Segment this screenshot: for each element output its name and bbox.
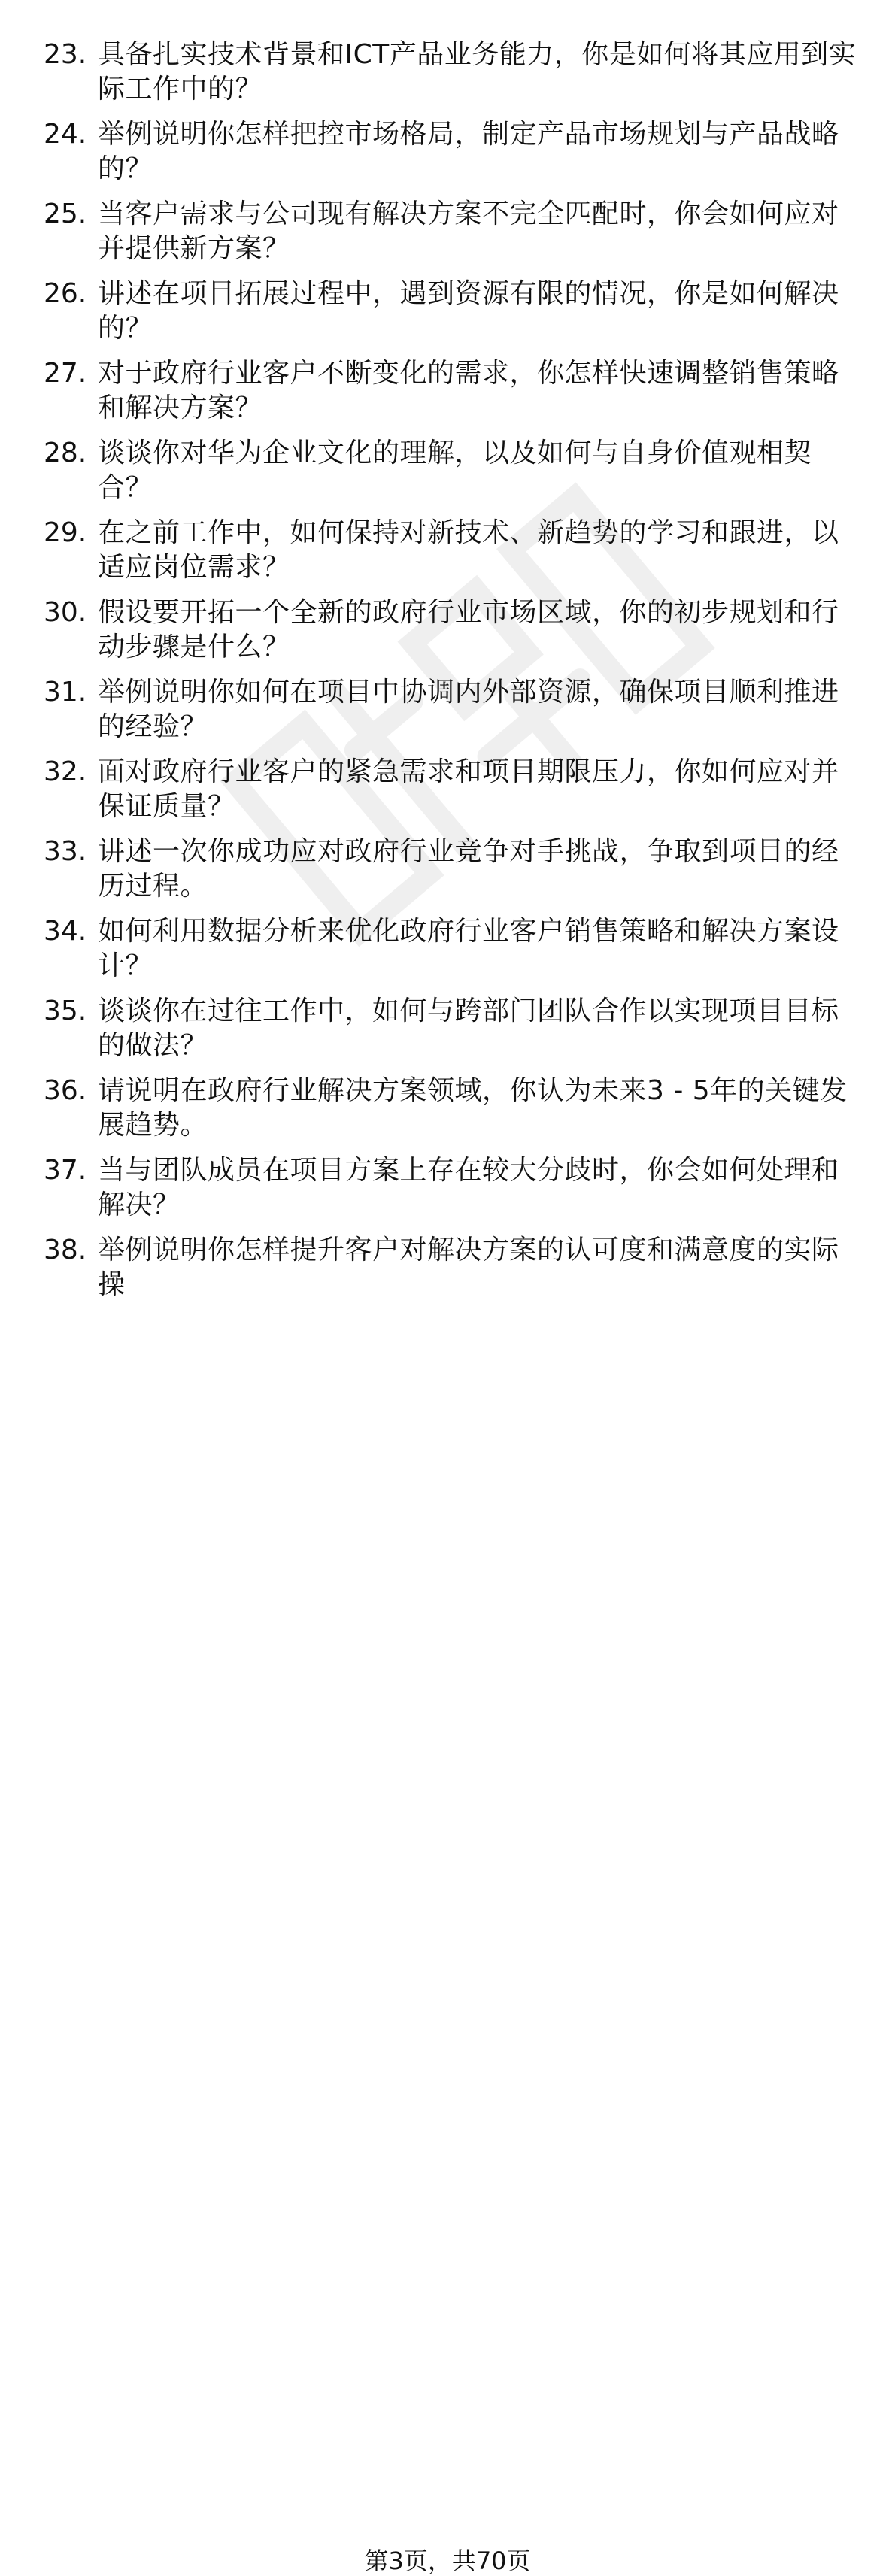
question-list [44,38,863,1302]
question-item [44,1074,863,1143]
question-item [44,277,863,346]
question-number: 31. [44,677,87,708]
question-text: 如何利用数据分析来优化政府行业客户销售策略和解决方案设计？ [98,916,839,981]
question-number: 32. [44,756,87,787]
question-text: 具备扎实技术背景和ICT产品业务能力，你是如何将其应用到实际工作中的？ [98,39,857,105]
question-text: 当与团队成员在项目方案上存在较大分歧时，你会如何处理和解决？ [98,1155,839,1220]
question-text: 在之前工作中，如何保持对新技术、新趋势的学习和跟进，以适应岗位需求？ [98,517,839,583]
question-number: 33. [44,836,87,867]
question-text: 谈谈你在过往工作中，如何与跨部门团队合作以实现项目目标的做法？ [98,996,839,1061]
question-number: 38. [44,1235,87,1265]
question-item [44,994,863,1063]
question-text: 讲述一次你成功应对政府行业竞争对手挑战，争取到项目的经历过程。 [98,836,839,902]
question-item [44,356,863,426]
question-number: 35. [44,996,87,1026]
question-text: 面对政府行业客户的紧急需求和项目期限压力，你如何应对并保证质量？ [98,756,839,822]
question-item [44,675,863,744]
question-item [44,117,863,186]
question-text: 举例说明你如何在项目中协调内外部资源，确保项目顺利推进的经验？ [98,677,839,742]
question-number: 29. [44,517,87,548]
question-item [44,436,863,505]
question-item [44,755,863,824]
question-number: 24. [44,119,87,150]
question-number: 23. [44,39,87,70]
question-item [44,596,863,665]
question-item [44,914,863,983]
question-text: 当客户需求与公司现有解决方案不完全匹配时，你会如何应对并提供新方案？ [98,199,839,264]
question-text: 请说明在政府行业解决方案领域，你认为未来3 - 5年的关键发展趋势。 [98,1075,848,1141]
question-number: 34. [44,916,87,947]
question-number: 28. [44,438,87,468]
question-number: 36. [44,1075,87,1106]
question-number: 26. [44,278,87,309]
question-text: 对于政府行业客户不断变化的需求，你怎样快速调整销售策略和解决方案？ [98,358,839,423]
question-text: 讲述在项目拓展过程中，遇到资源有限的情况，你是如何解决的？ [98,278,839,344]
question-text: 谈谈你对华为企业文化的理解，以及如何与自身价值观相契合？ [98,438,812,503]
question-item [44,835,863,904]
page-footer: 第3页，共70页 [364,2547,531,2575]
question-item [44,197,863,266]
question-text: 举例说明你怎样提升客户对解决方案的认可度和满意度的实际操 [98,1235,839,1300]
question-item [44,516,863,585]
question-item [44,1153,863,1223]
question-text: 假设要开拓一个全新的政府行业市场区域，你的初步规划和行动步骤是什么？ [98,597,839,662]
question-number: 25. [44,199,87,229]
question-item [44,38,863,107]
question-number: 37. [44,1155,87,1186]
question-item [44,1233,863,1302]
question-number: 30. [44,597,87,628]
question-number: 27. [44,358,87,389]
question-text: 举例说明你怎样把控市场格局，制定产品市场规划与产品战略的？ [98,119,839,184]
